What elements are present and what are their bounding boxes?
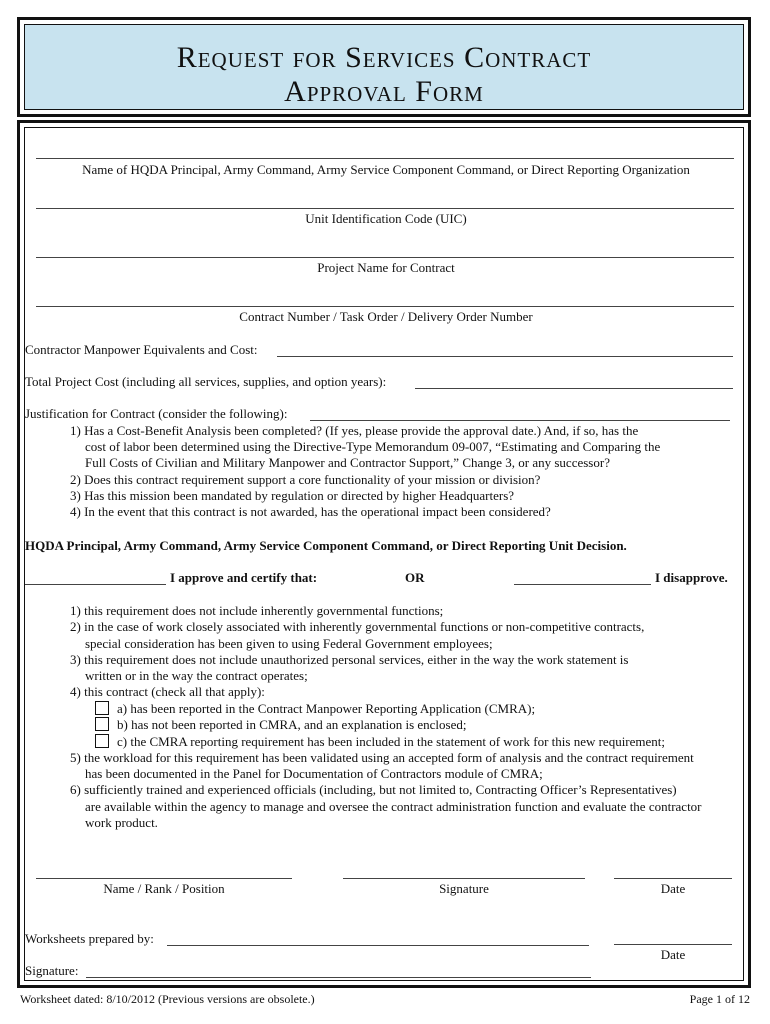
date2-field[interactable]: [614, 944, 732, 945]
worksheets-field[interactable]: [167, 945, 589, 946]
justification-item: cost of labor been determined using the Directive-Type Memorandum 09-007, “Estimating and Comparing the: [85, 439, 661, 454]
certify-item: b) has not been reported in CMRA, and an explanation is enclosed;: [117, 717, 467, 732]
justification-item: Full Costs of Civilian and Military Manpower and Contractor Support,” Change 3, or any successor?: [85, 455, 610, 470]
certify-item: has been documented in the Panel for Documentation of Contractors module of CMRA;: [85, 766, 543, 781]
title-line-1: Request for Services Contract: [176, 41, 592, 74]
justification-label: Justification for Contract (consider the following):: [25, 406, 288, 421]
decision-heading: HQDA Principal, Army Command, Army Service Component Command, or Direct Reporting Unit Decision.: [25, 538, 627, 553]
uic-field[interactable]: [36, 208, 734, 209]
signature-field[interactable]: [343, 878, 585, 879]
disapprove-label: I disapprove.: [655, 570, 728, 585]
date2-caption: Date: [660, 947, 686, 962]
certify-item: 6) sufficiently trained and experienced officials (including, but not limited to, Contracting Officer’s Representatives): [70, 782, 677, 797]
justification-item: 1) Has a Cost-Benefit Analysis been completed? (If yes, please provide the approval date.) And, if so, has the: [70, 423, 639, 438]
contract-number-field[interactable]: [36, 306, 734, 307]
approve-initials-field[interactable]: [25, 584, 166, 585]
justification-item: 3) Has this mission been mandated by regulation or directed by higher Headquarters?: [70, 488, 515, 503]
total-cost-field[interactable]: [415, 388, 733, 389]
certify-item: are available within the agency to manage and oversee the contract administration function and evaluate the contractor: [85, 799, 702, 814]
total-cost-label: Total Project Cost (including all services, supplies, and option years):: [25, 374, 387, 389]
certify-item: 5) the workload for this requirement has been validated using an accepted form of analysis and the contract requirement: [70, 750, 694, 765]
disapprove-initials-field[interactable]: [514, 584, 651, 585]
certify-item: 3) this requirement does not include unauthorized personal services, either in the way the work statement is: [70, 652, 629, 667]
justification-item: 4) In the event that this contract is not awarded, has the operational impact been considered?: [70, 504, 551, 519]
certify-item: 2) in the case of work closely associated with inherently governmental functions or non-competitive contracts,: [70, 619, 645, 634]
certify-item: 1) this requirement does not include inherently governmental functions;: [70, 603, 444, 618]
signature-caption: Signature: [439, 881, 489, 896]
name-rank-label: Name / Rank / Position: [103, 881, 225, 896]
justification-item: 2) Does this contract requirement support a core functionality of your mission or division?: [70, 472, 541, 487]
approve-label: I approve and certify that:: [170, 570, 318, 585]
manpower-label: Contractor Manpower Equivalents and Cost:: [25, 342, 258, 357]
title-line-2: Approval Form: [284, 75, 484, 108]
certify-item: special consideration has been given to using Federal Government employees;: [85, 636, 493, 651]
certify-item: work product.: [85, 815, 158, 830]
name-rank-field[interactable]: [36, 878, 292, 879]
header-frame: [17, 17, 751, 117]
manpower-field[interactable]: [277, 356, 733, 357]
project-name-field[interactable]: [36, 257, 734, 258]
contract-number-label: Contract Number / Task Order / Delivery Order Number: [239, 309, 533, 324]
certify-item: 4) this contract (check all that apply):: [70, 684, 265, 699]
preparer-signature-field[interactable]: [86, 977, 591, 978]
title-banner: [24, 24, 744, 110]
or-label: OR: [405, 570, 425, 585]
uic-label: Unit Identification Code (UIC): [305, 211, 467, 226]
certify-item: c) the CMRA reporting requirement has been included in the statement of work for this new requirement;: [117, 734, 666, 749]
worksheet-dated: Worksheet dated: 8/10/2012 (Previous versions are obsolete.): [20, 992, 315, 1006]
justification-field[interactable]: [310, 420, 730, 421]
cmra-reported-checkbox[interactable]: [95, 701, 109, 715]
date-caption: Date: [660, 881, 686, 896]
certify-item: a) has been reported in the Contract Manpower Reporting Application (CMRA);: [117, 701, 536, 716]
certify-item: written or in the way the contract operates;: [85, 668, 308, 683]
org-name-label: Name of HQDA Principal, Army Command, Army Service Component Command, or Direct Reporting Organization: [82, 162, 690, 177]
cmra-not-reported-checkbox[interactable]: [95, 717, 109, 731]
signature-label: Signature:: [25, 963, 79, 978]
form-title: [25, 41, 743, 109]
org-name-field[interactable]: [36, 158, 734, 159]
project-name-label: Project Name for Contract: [317, 260, 455, 275]
cmra-sow-checkbox[interactable]: [95, 734, 109, 748]
worksheets-label: Worksheets prepared by:: [25, 931, 154, 946]
date-field[interactable]: [614, 878, 732, 879]
page-number: Page 1 of 12: [689, 992, 750, 1006]
